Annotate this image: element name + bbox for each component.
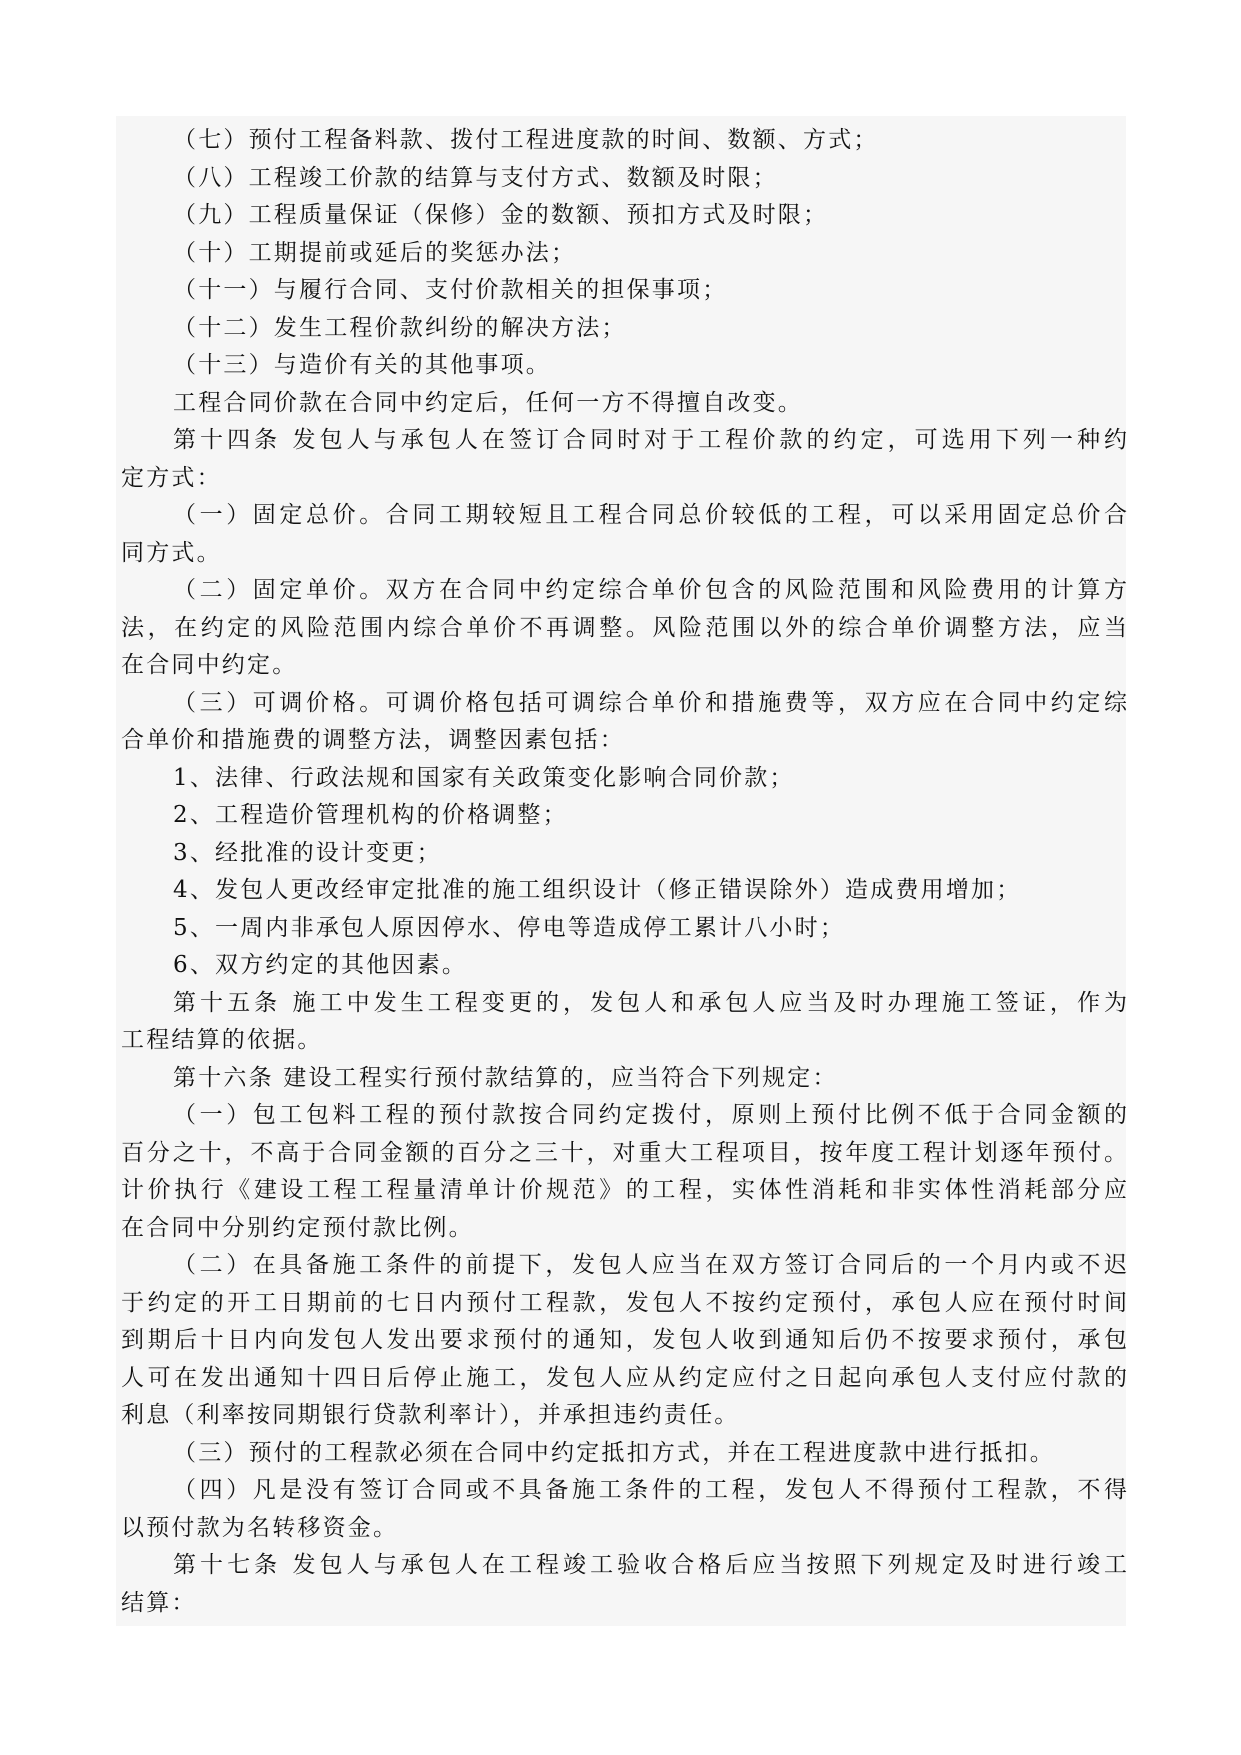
text-line: 工程合同价款在合同中约定后，任何一方不得擅自改变。 bbox=[173, 389, 803, 416]
text-line: 第十六条 建设工程实行预付款结算的，应当符合下列规定： bbox=[173, 1064, 838, 1091]
text-line: 法，在约定的风险范围内综合单价不再调整。风险范围以外的综合单价调整方法，应当 bbox=[121, 614, 1127, 641]
text-line: 同方式。 bbox=[121, 539, 222, 566]
text-line: （三）预付的工程款必须在合同中约定抵扣方式，并在工程进度款中进行抵扣。 bbox=[173, 1439, 1055, 1466]
text-line: 人可在发出通知十四日后停止施工，发包人应从约定应付之日起向承包人支付应付款的 bbox=[121, 1364, 1127, 1391]
text-line: （四）凡是没有签订合同或不具备施工条件的工程，发包人不得预付工程款，不得 bbox=[173, 1477, 1127, 1503]
text-line: 第十七条 发包人与承包人在工程竣工验收合格后应当按照下列规定及时进行竣工 bbox=[173, 1552, 1127, 1578]
text-line: 到期后十日内向发包人发出要求预付的通知，发包人收到通知后仍不按要求预付，承包 bbox=[121, 1327, 1127, 1353]
text-line: 定方式： bbox=[121, 464, 222, 491]
document-body bbox=[121, 122, 1127, 1622]
text-line: 4、发包人更改经审定批准的施工组织设计（修正错误除外）造成费用增加； bbox=[173, 877, 1022, 903]
text-line: 结算： bbox=[121, 1589, 197, 1616]
text-line: 工程结算的依据。 bbox=[121, 1027, 323, 1053]
text-line: （十）工期提前或延后的奖惩办法； bbox=[173, 239, 577, 266]
text-line: （一）固定总价。合同工期较短且工程合同总价较低的工程，可以采用固定总价合 bbox=[173, 502, 1127, 528]
text-line: 于约定的开工日期前的七日内预付工程款，发包人不按约定预付，承包人应在预付时间 bbox=[121, 1289, 1127, 1316]
text-line: 计价执行《建设工程工程量清单计价规范》的工程，实体性消耗和非实体性消耗部分应 bbox=[121, 1177, 1127, 1203]
text-line: 在合同中分别约定预付款比例。 bbox=[121, 1214, 474, 1241]
text-line: 百分之十，不高于合同金额的百分之三十，对重大工程项目，按年度工程计划逐年预付。 bbox=[121, 1139, 1127, 1166]
text-line: 第十四条 发包人与承包人在签订合同时对于工程价款的约定，可选用下列一种约 bbox=[173, 427, 1127, 453]
text-line: 1、法律、行政法规和国家有关政策变化影响合同价款； bbox=[173, 764, 795, 791]
text-line: 合单价和措施费的调整方法，调整因素包括： bbox=[121, 727, 625, 753]
text-line: （十三）与造价有关的其他事项。 bbox=[173, 352, 551, 378]
text-line: （十二）发生工程价款纠纷的解决方法； bbox=[173, 314, 627, 341]
text-line: 6、双方约定的其他因素。 bbox=[173, 952, 468, 978]
text-line: （二）在具备施工条件的前提下，发包人应当在双方签订合同后的一个月内或不迟 bbox=[173, 1252, 1127, 1278]
text-line: 利息（利率按同期银行贷款利率计），并承担违约责任。 bbox=[121, 1402, 740, 1428]
text-line: （七）预付工程备料款、拨付工程进度款的时间、数额、方式； bbox=[173, 127, 879, 153]
text-line: 在合同中约定。 bbox=[121, 652, 298, 678]
text-line: 以预付款为名转移资金。 bbox=[121, 1514, 399, 1541]
text-line: （九）工程质量保证（保修）金的数额、预扣方式及时限； bbox=[173, 202, 829, 228]
text-line: （八）工程竣工价款的结算与支付方式、数额及时限； bbox=[173, 164, 778, 191]
text-line: （十一）与履行合同、支付价款相关的担保事项； bbox=[173, 277, 728, 303]
text-line: 5、一周内非承包人原因停水、停电等造成停工累计八小时； bbox=[173, 914, 846, 941]
text-line: 3、经批准的设计变更； bbox=[173, 839, 442, 866]
text-line: （一）包工包料工程的预付款按合同约定拨付，原则上预付比例不低于合同金额的 bbox=[173, 1102, 1127, 1128]
text-line: 2、工程造价管理机构的价格调整； bbox=[173, 802, 568, 828]
text-line: （二）固定单价。双方在合同中约定综合单价包含的风险范围和风险费用的计算方 bbox=[173, 577, 1127, 603]
text-line: 第十五条 施工中发生工程变更的，发包人和承包人应当及时办理施工签证，作为 bbox=[173, 989, 1127, 1016]
text-line: （三）可调价格。可调价格包括可调综合单价和措施费等，双方应在合同中约定综 bbox=[173, 689, 1127, 716]
